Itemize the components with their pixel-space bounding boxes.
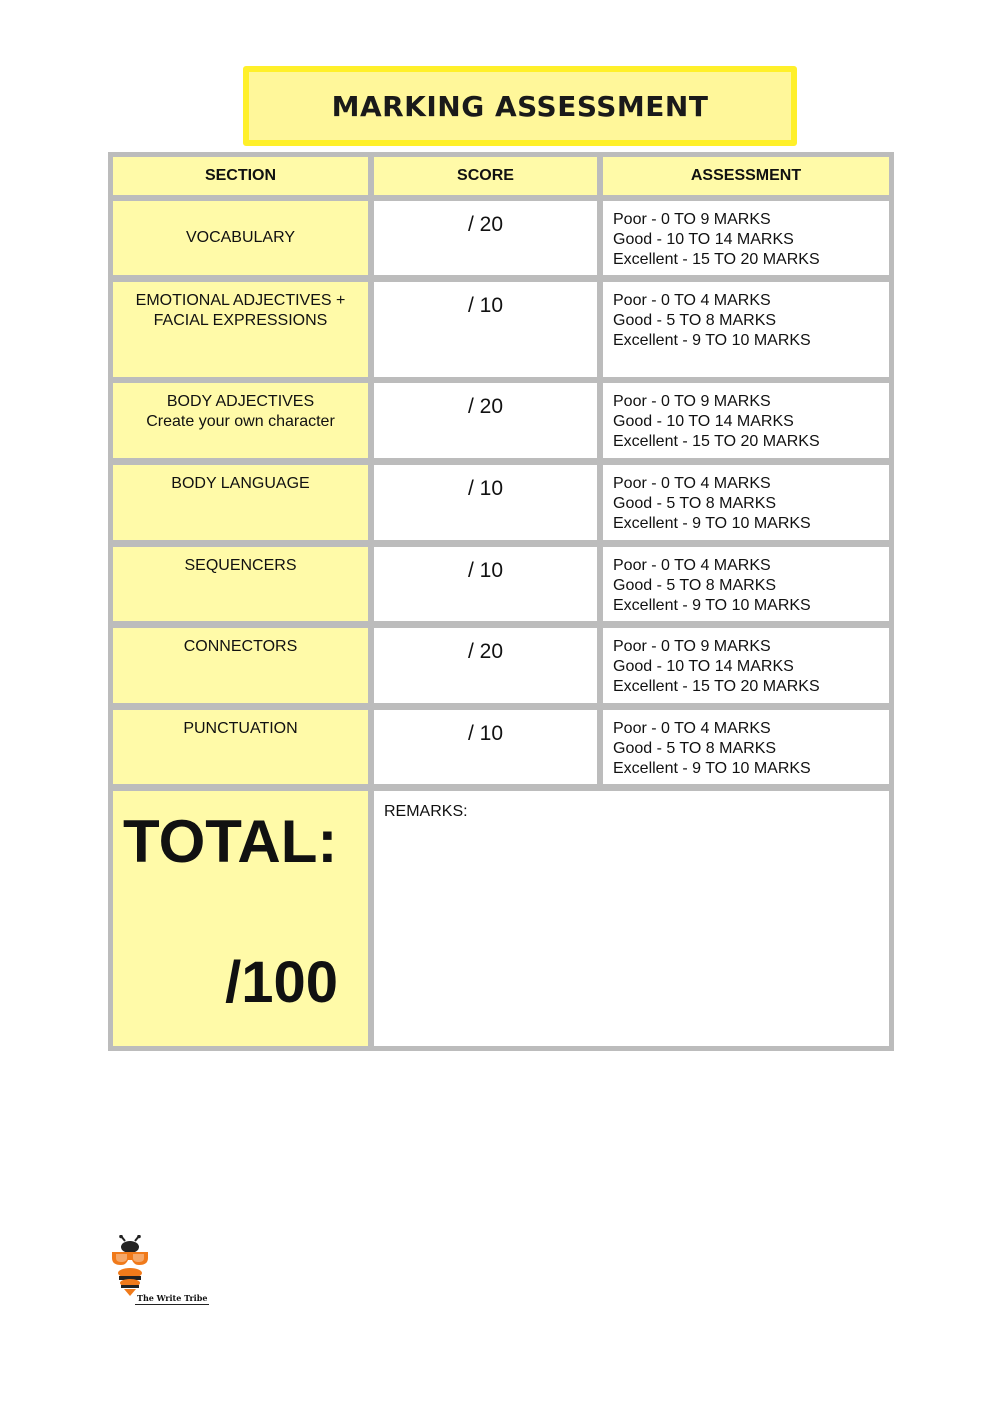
total-row — [113, 791, 889, 1046]
section-name — [113, 465, 368, 540]
assessment-cell — [603, 201, 889, 275]
section-line: FACIAL EXPRESSIONS — [153, 312, 328, 329]
assessment-cell — [603, 383, 889, 458]
assessment-cell — [603, 628, 889, 703]
assessment-line: Good - 5 TO 8 MARKS — [613, 312, 777, 329]
assessment-line: Good - 10 TO 14 MARKS — [613, 413, 794, 430]
assessment-line: Excellent - 9 TO 10 MARKS — [613, 597, 811, 614]
section-line: VOCABULARY — [185, 229, 296, 246]
assessment-line: Excellent - 9 TO 10 MARKS — [613, 760, 811, 777]
section-name — [113, 282, 368, 377]
section-line: SEQUENCERS — [184, 557, 297, 574]
assessment-line: Poor - 0 TO 9 MARKS — [613, 638, 771, 655]
header-score: SCORE — [374, 157, 597, 195]
total-max: /100 — [225, 950, 338, 1015]
score-cell: / 20 — [374, 628, 597, 703]
assessment-line: Good - 10 TO 14 MARKS — [613, 231, 794, 248]
score-cell: / 20 — [374, 383, 597, 458]
score-cell: / 10 — [374, 547, 597, 621]
header-assessment: ASSESSMENT — [603, 157, 889, 195]
logo — [108, 1235, 218, 1310]
table-header-row — [113, 157, 889, 195]
assessment-line: Poor - 0 TO 4 MARKS — [613, 292, 771, 309]
assessment-line: Excellent - 9 TO 10 MARKS — [613, 332, 811, 349]
assessment-line: Poor - 0 TO 4 MARKS — [613, 720, 771, 737]
table-row — [113, 282, 889, 377]
assessment-line: Poor - 0 TO 4 MARKS — [613, 475, 771, 492]
header-section: SECTION — [113, 157, 368, 195]
assessment-line: Good - 5 TO 8 MARKS — [613, 577, 777, 594]
total-label: TOTAL: — [123, 808, 338, 875]
table-row — [113, 201, 889, 275]
score-cell: / 20 — [374, 201, 597, 275]
logo-text: The Write Tribe — [137, 1293, 208, 1303]
assessment-line: Excellent - 9 TO 10 MARKS — [613, 515, 811, 532]
section-name — [113, 628, 368, 703]
table-row — [113, 710, 889, 784]
section-line: EMOTIONAL ADJECTIVES + — [135, 292, 346, 309]
section-name — [113, 383, 368, 458]
table-row — [113, 383, 889, 458]
assessment-cell — [603, 547, 889, 621]
remarks-cell[interactable] — [374, 791, 889, 1046]
assessment-line: Good - 5 TO 8 MARKS — [613, 740, 777, 757]
assessment-line: Poor - 0 TO 9 MARKS — [613, 211, 771, 228]
assessment-cell — [603, 465, 889, 540]
assessment-line: Poor - 0 TO 4 MARKS — [613, 557, 771, 574]
section-line: Create your own character — [146, 413, 335, 430]
assessment-cell — [603, 282, 889, 377]
assessment-table — [108, 152, 894, 1051]
bee-icon — [108, 1235, 168, 1297]
section-line: BODY LANGUAGE — [171, 475, 310, 492]
remarks-label: REMARKS: — [384, 803, 468, 820]
assessment-cell — [603, 710, 889, 784]
section-name — [113, 201, 368, 275]
assessment-line: Poor - 0 TO 9 MARKS — [613, 393, 771, 410]
score-cell: / 10 — [374, 282, 597, 377]
assessment-line: Good - 5 TO 8 MARKS — [613, 495, 777, 512]
section-name — [113, 547, 368, 621]
assessment-line: Excellent - 15 TO 20 MARKS — [613, 433, 820, 450]
assessment-line: Good - 10 TO 14 MARKS — [613, 658, 794, 675]
table-row — [113, 547, 889, 621]
table-row — [113, 628, 889, 703]
section-line: PUNCTUATION — [183, 720, 298, 737]
table-row — [113, 465, 889, 540]
section-name — [113, 710, 368, 784]
total-cell — [113, 791, 368, 1046]
title-banner — [243, 66, 797, 146]
page-title: MARKING ASSESSMENT — [331, 89, 709, 123]
assessment-line: Excellent - 15 TO 20 MARKS — [613, 251, 820, 268]
section-line: BODY ADJECTIVES — [166, 393, 315, 410]
assessment-line: Excellent - 15 TO 20 MARKS — [613, 678, 820, 695]
score-cell: / 10 — [374, 710, 597, 784]
section-line: CONNECTORS — [183, 638, 298, 655]
score-cell: / 10 — [374, 465, 597, 540]
